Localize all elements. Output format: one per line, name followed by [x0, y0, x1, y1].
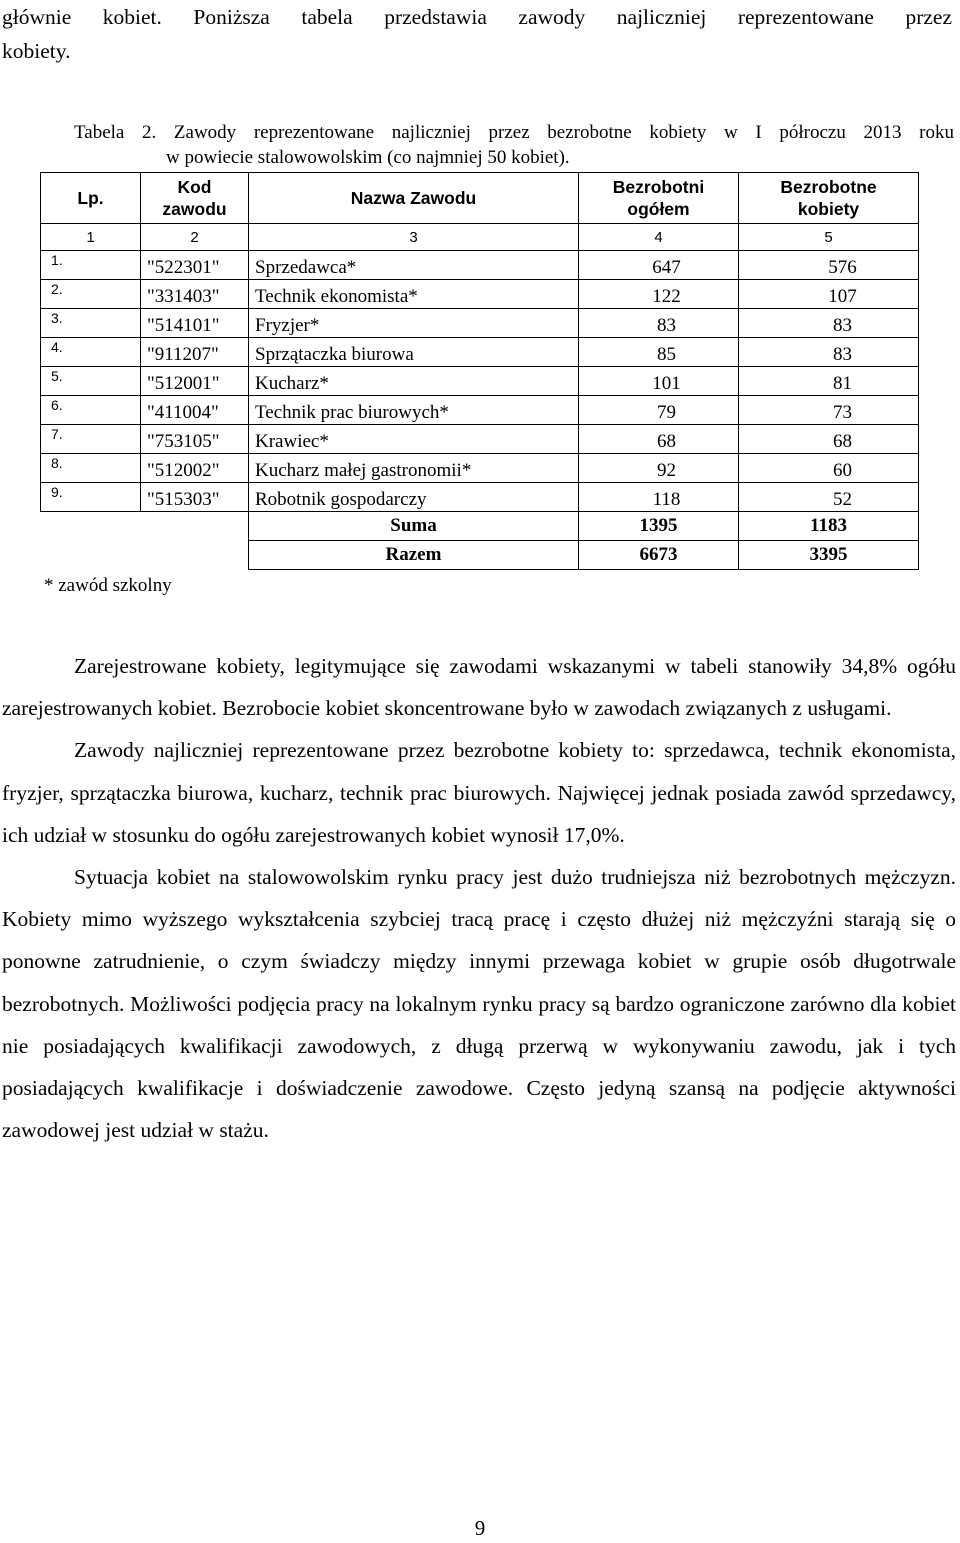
body-text [2, 645, 956, 1151]
row-ogolem: 122 [579, 280, 739, 309]
row-kobiety: 73 [739, 396, 919, 425]
row-kobiety: 68 [739, 425, 919, 454]
row-lp: 6. [41, 396, 141, 425]
table-row [41, 396, 919, 425]
table-footnote: * zawód szkolny [44, 575, 172, 596]
row-kobiety: 81 [739, 367, 919, 396]
paragraph: Sytuacja kobiet na stalowowolskim rynku pracy jest dużo trudniejsza niż bezrobotnych mężczyzn. Kobiety mimo wyższego wykształcenia szybciej tracą pracę i często dłużej niż mężczyźni starają się o ponowne zatrudnienie, o czym świadczy między innymi przewaga kobiet w grupie osób długotrwale bezrobotnych. Możliwości podjęcia pracy na lokalnym rynku pracy są bardzo ograniczone zarówno dla kobiet nie posiadających kwalifikacji zawodowych, z długą przerwą w wykonywaniu zawodu, jak i tych posiadających kwalifikacje i doświadczenie zawodowe. Często jedyną szansą na podjęcie aktywności zawodowej jest udział w stażu. [2, 865, 956, 1143]
table-row [41, 425, 919, 454]
table-caption-line1: Tabela 2. Zawody reprezentowane najliczniej przez bezrobotne kobiety w I półroczu 2013 roku [74, 122, 954, 143]
row-nazwa: Sprzedawca* [249, 251, 579, 280]
razem-label: Razem [249, 541, 579, 570]
header-nazwa: Nazwa Zawodu [249, 173, 579, 224]
table-row [41, 251, 919, 280]
row-kod: "911207" [141, 338, 249, 367]
row-kobiety: 83 [739, 338, 919, 367]
column-number: 1 [41, 224, 141, 251]
suma-ogolem: 1395 [579, 512, 739, 541]
header-lp: Lp. [41, 173, 141, 224]
row-nazwa: Technik prac biurowych* [249, 396, 579, 425]
suma-kobiety: 1183 [739, 512, 919, 541]
column-number: 4 [579, 224, 739, 251]
table-row [41, 309, 919, 338]
row-ogolem: 79 [579, 396, 739, 425]
column-number: 5 [739, 224, 919, 251]
row-kobiety: 60 [739, 454, 919, 483]
row-kod: "512001" [141, 367, 249, 396]
intro-text-line2: kobiety. [2, 39, 71, 63]
row-kod: "522301" [141, 251, 249, 280]
paragraph: Zawody najliczniej reprezentowane przez bezrobotne kobiety to: sprzedawca, technik ekonomista, fryzjer, sprzątaczka biurowa, kucharz, technik prac biurowych. Najwięcej jednak posiada zawód sprzedawcy, ich udział w stosunku do ogółu zarejestrowanych kobiet wynosił 17,0%. [2, 738, 956, 847]
table-body [41, 251, 919, 512]
header-ogolem: Bezrobotni ogółem [579, 173, 739, 224]
row-lp: 2. [41, 280, 141, 309]
empty-cell [41, 512, 249, 541]
row-lp: 5. [41, 367, 141, 396]
row-nazwa: Kucharz* [249, 367, 579, 396]
row-lp: 9. [41, 483, 141, 512]
row-ogolem: 101 [579, 367, 739, 396]
row-lp: 8. [41, 454, 141, 483]
row-lp: 3. [41, 309, 141, 338]
row-nazwa: Krawiec* [249, 425, 579, 454]
table-row [41, 483, 919, 512]
row-kod: "512002" [141, 454, 249, 483]
column-number: 3 [249, 224, 579, 251]
razem-kobiety: 3395 [739, 541, 919, 570]
row-kod: "514101" [141, 309, 249, 338]
row-kod: "753105" [141, 425, 249, 454]
column-number: 2 [141, 224, 249, 251]
table-header-row [41, 173, 919, 224]
paragraph: Zarejestrowane kobiety, legitymujące się zawodami wskazanymi w tabeli stanowiły 34,8% ogółu zarejestrowanych kobiet. Bezrobocie kobiet skoncentrowane było w zawodach związanych z usługami. [2, 654, 956, 721]
table-caption-line2: w powiecie stalowowolskim (co najmniej 50 kobiet). [166, 147, 570, 168]
row-kod: "411004" [141, 396, 249, 425]
intro-text-line1: głównie kobiet. Poniższa tabela przedstawia zawody najliczniej reprezentowane przez [2, 5, 952, 29]
row-kobiety: 83 [739, 309, 919, 338]
table-caption [74, 120, 954, 170]
table-row [41, 367, 919, 396]
suma-label: Suma [249, 512, 579, 541]
row-lp: 4. [41, 338, 141, 367]
suma-row [41, 512, 919, 541]
row-ogolem: 647 [579, 251, 739, 280]
row-ogolem: 118 [579, 483, 739, 512]
table-row [41, 454, 919, 483]
row-kobiety: 576 [739, 251, 919, 280]
row-nazwa: Robotnik gospodarczy [249, 483, 579, 512]
row-ogolem: 85 [579, 338, 739, 367]
row-nazwa: Fryzjer* [249, 309, 579, 338]
row-kod: "331403" [141, 280, 249, 309]
header-kod: Kod zawodu [141, 173, 249, 224]
column-number-row [41, 224, 919, 251]
row-kod: "515303" [141, 483, 249, 512]
row-ogolem: 92 [579, 454, 739, 483]
row-nazwa: Sprzątaczka biurowa [249, 338, 579, 367]
table-row [41, 280, 919, 309]
row-ogolem: 68 [579, 425, 739, 454]
empty-cell [41, 541, 249, 570]
occupations-table [40, 172, 919, 570]
row-lp: 7. [41, 425, 141, 454]
row-kobiety: 52 [739, 483, 919, 512]
razem-row [41, 541, 919, 570]
row-lp: 1. [41, 251, 141, 280]
row-ogolem: 83 [579, 309, 739, 338]
header-kobiety: Bezrobotne kobiety [739, 173, 919, 224]
page-number: 9 [474, 1516, 486, 1540]
razem-ogolem: 6673 [579, 541, 739, 570]
table-row [41, 338, 919, 367]
row-kobiety: 107 [739, 280, 919, 309]
row-nazwa: Kucharz małej gastronomii* [249, 454, 579, 483]
row-nazwa: Technik ekonomista* [249, 280, 579, 309]
